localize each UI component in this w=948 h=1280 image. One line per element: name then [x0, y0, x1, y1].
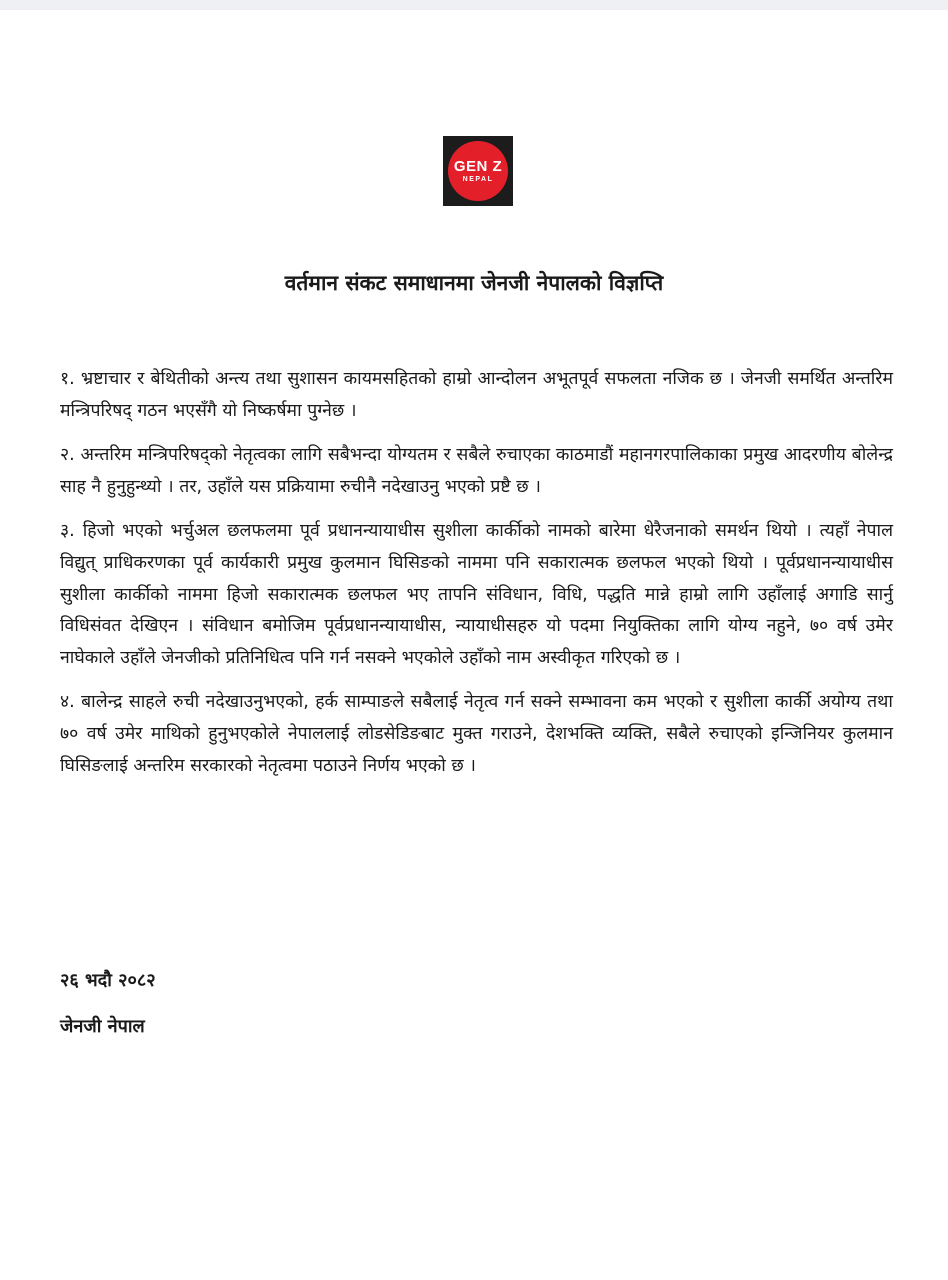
document-title: वर्तमान संकट समाधानमा जेनजी नेपालको विज्ञप्ति: [284, 271, 664, 295]
paragraph-2: २. अन्तरिम मन्त्रिपरिषद्को नेतृत्वका लागि सबैभन्दा योग्यतम र सबैले रुचाएका काठमाडौं महानगरपालिकाका प्रमुख आदरणीय बोलेन्द्र साह नै हुनुहुन्थ्यो । तर, उहाँले यस प्रक्रियामा रुचीनै नदेखाउनु भएको प्रष्टै छ ।: [60, 445, 893, 497]
logo-text-genz: GEN Z: [453, 157, 503, 175]
document-signature: जेनजी नेपाल: [60, 1016, 145, 1037]
logo-red-circle: [448, 141, 508, 201]
paragraph-4: ४. बालेन्द्र साहले रुची नदेखाउनुभएको, हर्क साम्पाङले सबैलाई नेतृत्व गर्न सक्ने सम्भावना कम भएको र सुशीला कार्की अयोग्य तथा ७० वर्ष उमेर माथिको हुनुभएकोले नेपाललाई लोडसेडिङबाट मुक्त गराउने, देशभक्ति व्यक्ति, सबैले रुचाएको इन्जिनियर कुलमान घिसिङलाई अन्तरिम सरकारको नेतृत्वमा पठाउने निर्णय भएको छ ।: [60, 692, 893, 776]
genz-nepal-logo: [443, 136, 513, 206]
logo-text-nepal: NEPAL: [462, 175, 494, 183]
paragraph-1: १. भ्रष्टाचार र बेथितीको अन्त्य तथा सुशासन कायमसहितको हाम्रो आन्दोलन अभूतपूर्व सफलता नजिक छ । जेनजी समर्थित अन्तरिम मन्त्रिपरिषद् गठन भएसँगै यो निष्कर्षमा पुग्नेछ ।: [60, 369, 893, 421]
document-body: [60, 364, 893, 795]
paragraph-3: ३. हिजो भएको भर्चुअल छलफलमा पूर्व प्रधानन्यायाधीस सुशीला कार्कीको नामको बारेमा धेरैजनाको समर्थन थियो । त्यहाँ नेपाल विद्युत् प्राधिकरणका पूर्व कार्यकारी प्रमुख कुलमान घिसिङको नाममा पनि सकारात्मक छलफल भएको थियो । पूर्वप्रधानन्यायाधीस सुशीला कार्कीको नाममा हिजो सकारात्मक छलफल भए तापनि संविधान, विधि, पद्धति मान्ने हाम्रो लागि उहाँलाई अगाडि सार्नु विधिसंवत देखिएन । संविधान बमोजिम पूर्वप्रधानन्यायाधीस, न्यायाधीसहरु यो पदमा नियुक्तिका लागि योग्य नहुने, ७० वर्ष उमेर नाघेकाले उहाँले जेनजीको प्रतिनिधित्व पनि गर्न नसक्ने भएकोले उहाँको नाम अस्वीकृत गरिएको छ ।: [60, 521, 893, 668]
top-status-strip: [0, 0, 948, 10]
document-date: २६ भदौ २०८२: [60, 970, 156, 991]
